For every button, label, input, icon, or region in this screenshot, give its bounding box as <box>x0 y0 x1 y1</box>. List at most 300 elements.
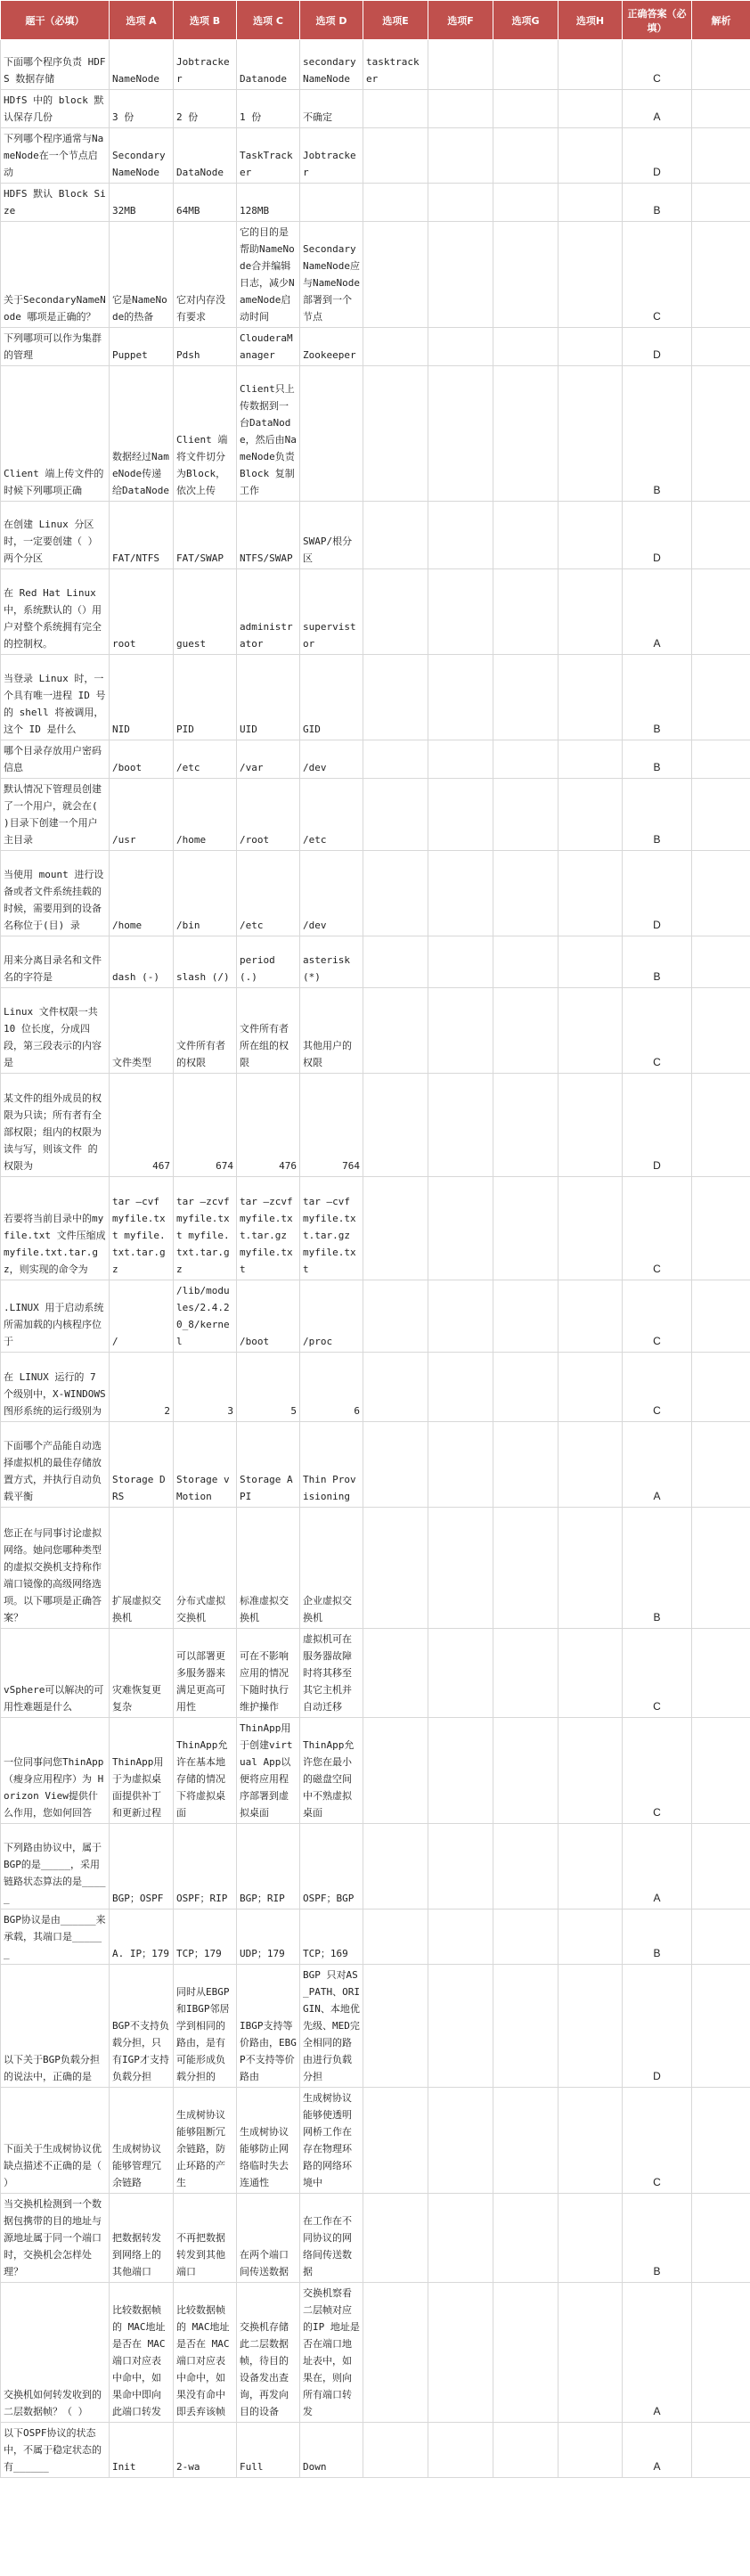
option-c-cell[interactable]: 可在不影响应用的情况下随时执行维护操作 <box>237 1629 300 1718</box>
option-b-cell[interactable]: /bin <box>174 851 237 936</box>
option-h-cell[interactable] <box>558 1280 623 1353</box>
option-e-cell[interactable] <box>363 851 428 936</box>
question-cell[interactable]: 下面哪个产品能自动选择虚拟机的最佳存储放置方式，并执行自动负载平衡 <box>1 1422 110 1508</box>
option-b-cell[interactable]: 可以部署更多服务器来满足更高可用性 <box>174 1629 237 1718</box>
option-f-cell[interactable] <box>428 1718 493 1824</box>
option-e-cell[interactable] <box>363 740 428 779</box>
option-f-cell[interactable] <box>428 40 493 90</box>
option-c-cell[interactable]: 476 <box>237 1074 300 1177</box>
option-c-cell[interactable]: 交换机存储此二层数据帧，待目的设备发出查询，再发向目的设备 <box>237 2283 300 2423</box>
question-cell[interactable]: 当交换机检测到一个数据包携带的目的地址与源地址属于同一个端口时，交换机会怎样处理？ <box>1 2194 110 2283</box>
option-f-cell[interactable] <box>428 2194 493 2283</box>
answer-cell[interactable]: A <box>623 90 692 128</box>
option-f-cell[interactable] <box>428 90 493 128</box>
option-d-cell[interactable]: SWAP/根分区 <box>300 502 363 569</box>
analysis-cell[interactable] <box>692 40 750 90</box>
option-f-cell[interactable] <box>428 1910 493 1965</box>
option-d-cell[interactable]: ThinApp允许您在最小的磁盘空间中不熟虚拟桌面 <box>300 1718 363 1824</box>
option-g-cell[interactable] <box>493 1508 558 1629</box>
option-d-cell[interactable]: 企业虚拟交换机 <box>300 1508 363 1629</box>
option-h-cell[interactable] <box>558 569 623 655</box>
option-a-cell[interactable]: 3 份 <box>110 90 174 128</box>
option-g-cell[interactable] <box>493 936 558 988</box>
option-h-cell[interactable] <box>558 655 623 740</box>
option-a-cell[interactable]: Init <box>110 2423 174 2478</box>
answer-cell[interactable]: B <box>623 740 692 779</box>
option-e-cell[interactable] <box>363 988 428 1074</box>
option-g-cell[interactable] <box>493 988 558 1074</box>
analysis-cell[interactable] <box>692 655 750 740</box>
option-d-cell[interactable]: 生成树协议能够使透明网桥工作在存在物理环路的网络环境中 <box>300 2088 363 2194</box>
option-h-cell[interactable] <box>558 1353 623 1422</box>
option-c-cell[interactable]: ThinApp用于创建virtual App以便将应用程序部署到虚拟桌面 <box>237 1718 300 1824</box>
option-c-cell[interactable]: /boot <box>237 1280 300 1353</box>
option-b-cell[interactable]: 文件所有者的权限 <box>174 988 237 1074</box>
question-cell[interactable]: 一位同事问您ThinApp（瘦身应用程序）为 Horizon View提供什么作用，您如何回答 <box>1 1718 110 1824</box>
analysis-cell[interactable] <box>692 2283 750 2423</box>
option-c-cell[interactable]: 生成树协议能够防止网络临时失去连通性 <box>237 2088 300 2194</box>
option-f-cell[interactable] <box>428 1629 493 1718</box>
header-option-a[interactable]: 选项 A <box>110 1 174 40</box>
option-b-cell[interactable]: /etc <box>174 740 237 779</box>
option-h-cell[interactable] <box>558 740 623 779</box>
answer-cell[interactable]: C <box>623 988 692 1074</box>
option-f-cell[interactable] <box>428 936 493 988</box>
option-c-cell[interactable]: /var <box>237 740 300 779</box>
option-e-cell[interactable] <box>363 1074 428 1177</box>
option-f-cell[interactable] <box>428 779 493 851</box>
option-e-cell[interactable] <box>363 2194 428 2283</box>
option-c-cell[interactable]: /root <box>237 779 300 851</box>
option-h-cell[interactable] <box>558 502 623 569</box>
option-g-cell[interactable] <box>493 2088 558 2194</box>
option-a-cell[interactable]: FAT/NTFS <box>110 502 174 569</box>
option-d-cell[interactable]: BGP 只对AS_PATH、ORIGIN、本地优先级、MED完全相同的路由进行负载分担 <box>300 1965 363 2088</box>
analysis-cell[interactable] <box>692 1629 750 1718</box>
option-f-cell[interactable] <box>428 1353 493 1422</box>
option-h-cell[interactable] <box>558 184 623 222</box>
option-d-cell[interactable]: 虚拟机可在服务器故障时将其移至其它主机并自动迁移 <box>300 1629 363 1718</box>
header-option-g[interactable]: 选项G <box>493 1 558 40</box>
analysis-cell[interactable] <box>692 1910 750 1965</box>
option-d-cell[interactable]: Zookeeper <box>300 328 363 366</box>
option-a-cell[interactable]: 32MB <box>110 184 174 222</box>
option-g-cell[interactable] <box>493 569 558 655</box>
option-f-cell[interactable] <box>428 502 493 569</box>
option-b-cell[interactable]: Storage vMotion <box>174 1422 237 1508</box>
option-h-cell[interactable] <box>558 366 623 502</box>
option-b-cell[interactable]: 它对内存没有要求 <box>174 222 237 328</box>
option-d-cell[interactable]: 764 <box>300 1074 363 1177</box>
option-a-cell[interactable]: SecondaryNameNode <box>110 128 174 184</box>
option-c-cell[interactable]: 标准虚拟交换机 <box>237 1508 300 1629</box>
option-d-cell[interactable]: secondaryNameNode <box>300 40 363 90</box>
option-e-cell[interactable] <box>363 366 428 502</box>
option-a-cell[interactable]: root <box>110 569 174 655</box>
answer-cell[interactable]: C <box>623 1280 692 1353</box>
question-cell[interactable]: 下列哪个程序通常与NameNode在一个节点启动 <box>1 128 110 184</box>
option-b-cell[interactable]: 64MB <box>174 184 237 222</box>
option-h-cell[interactable] <box>558 2194 623 2283</box>
option-d-cell[interactable]: /dev <box>300 851 363 936</box>
option-b-cell[interactable]: DataNode <box>174 128 237 184</box>
option-a-cell[interactable]: ThinApp用于为虚拟桌面提供补丁和更新过程 <box>110 1718 174 1824</box>
option-c-cell[interactable]: TaskTracker <box>237 128 300 184</box>
option-d-cell[interactable]: GID <box>300 655 363 740</box>
option-e-cell[interactable] <box>363 569 428 655</box>
option-a-cell[interactable]: 扩展虚拟交换机 <box>110 1508 174 1629</box>
question-cell[interactable]: 以下关于BGP负载分担的说法中，正确的是 <box>1 1965 110 2088</box>
answer-cell[interactable]: C <box>623 1718 692 1824</box>
option-e-cell[interactable] <box>363 128 428 184</box>
analysis-cell[interactable] <box>692 1965 750 2088</box>
option-g-cell[interactable] <box>493 40 558 90</box>
option-d-cell[interactable]: Jobtracker <box>300 128 363 184</box>
option-f-cell[interactable] <box>428 1508 493 1629</box>
option-d-cell[interactable]: /proc <box>300 1280 363 1353</box>
option-c-cell[interactable]: period (.) <box>237 936 300 988</box>
option-d-cell[interactable] <box>300 184 363 222</box>
header-option-d[interactable]: 选项 D <box>300 1 363 40</box>
option-f-cell[interactable] <box>428 222 493 328</box>
option-g-cell[interactable] <box>493 1280 558 1353</box>
analysis-cell[interactable] <box>692 740 750 779</box>
option-h-cell[interactable] <box>558 1508 623 1629</box>
option-d-cell[interactable]: 交换机察看二层帧对应的IP 地址是否在端口地址表中，如果在，则向所有端口转发 <box>300 2283 363 2423</box>
option-a-cell[interactable]: 生成树协议能够管理冗余链路 <box>110 2088 174 2194</box>
option-a-cell[interactable]: /home <box>110 851 174 936</box>
header-option-e[interactable]: 选项E <box>363 1 428 40</box>
option-d-cell[interactable]: 6 <box>300 1353 363 1422</box>
header-option-c[interactable]: 选项 C <box>237 1 300 40</box>
question-cell[interactable]: HDFS 默认 Block Size <box>1 184 110 222</box>
option-f-cell[interactable] <box>428 1824 493 1910</box>
option-c-cell[interactable]: Full <box>237 2423 300 2478</box>
answer-cell[interactable]: C <box>623 40 692 90</box>
option-c-cell[interactable]: UID <box>237 655 300 740</box>
analysis-cell[interactable] <box>692 1280 750 1353</box>
option-b-cell[interactable]: 比较数据帧的 MAC地址是否在 MAC 端口对应表中命中，如果没有命中即丢弃该帧 <box>174 2283 237 2423</box>
option-h-cell[interactable] <box>558 90 623 128</box>
answer-cell[interactable]: C <box>623 222 692 328</box>
question-cell[interactable]: 默认情况下管理员创建了一个用户，就会在( )目录下创建一个用户主目录 <box>1 779 110 851</box>
analysis-cell[interactable] <box>692 90 750 128</box>
option-d-cell[interactable]: asterisk (*) <box>300 936 363 988</box>
option-d-cell[interactable]: /dev <box>300 740 363 779</box>
option-h-cell[interactable] <box>558 1965 623 2088</box>
answer-cell[interactable]: D <box>623 1074 692 1177</box>
analysis-cell[interactable] <box>692 128 750 184</box>
option-b-cell[interactable]: 2 份 <box>174 90 237 128</box>
option-h-cell[interactable] <box>558 1422 623 1508</box>
analysis-cell[interactable] <box>692 936 750 988</box>
answer-cell[interactable]: D <box>623 851 692 936</box>
answer-cell[interactable]: D <box>623 1965 692 2088</box>
question-cell[interactable]: 若要将当前目录中的myfile.txt 文件压缩成myfile.txt.tar.gz，则实现的命令为 <box>1 1177 110 1280</box>
header-option-b[interactable]: 选项 B <box>174 1 237 40</box>
option-e-cell[interactable] <box>363 2423 428 2478</box>
answer-cell[interactable]: C <box>623 1177 692 1280</box>
option-a-cell[interactable]: NameNode <box>110 40 174 90</box>
option-h-cell[interactable] <box>558 1718 623 1824</box>
option-g-cell[interactable] <box>493 1824 558 1910</box>
option-d-cell[interactable]: 不确定 <box>300 90 363 128</box>
option-c-cell[interactable]: 它的目的是帮助NameNode合并编辑日志，减少NameNode启动时间 <box>237 222 300 328</box>
analysis-cell[interactable] <box>692 222 750 328</box>
option-d-cell[interactable] <box>300 366 363 502</box>
option-e-cell[interactable] <box>363 1629 428 1718</box>
answer-cell[interactable]: C <box>623 1353 692 1422</box>
answer-cell[interactable]: A <box>623 1824 692 1910</box>
analysis-cell[interactable] <box>692 2194 750 2283</box>
answer-cell[interactable]: A <box>623 2423 692 2478</box>
option-g-cell[interactable] <box>493 851 558 936</box>
option-h-cell[interactable] <box>558 1824 623 1910</box>
analysis-cell[interactable] <box>692 1508 750 1629</box>
option-b-cell[interactable]: 674 <box>174 1074 237 1177</box>
option-e-cell[interactable] <box>363 1422 428 1508</box>
option-c-cell[interactable]: 文件所有者所在组的权限 <box>237 988 300 1074</box>
option-f-cell[interactable] <box>428 1074 493 1177</box>
option-b-cell[interactable]: Pdsh <box>174 328 237 366</box>
option-g-cell[interactable] <box>493 1422 558 1508</box>
analysis-cell[interactable] <box>692 988 750 1074</box>
option-a-cell[interactable]: 467 <box>110 1074 174 1177</box>
option-b-cell[interactable]: guest <box>174 569 237 655</box>
analysis-cell[interactable] <box>692 328 750 366</box>
option-h-cell[interactable] <box>558 1629 623 1718</box>
option-g-cell[interactable] <box>493 90 558 128</box>
option-b-cell[interactable]: 同时从EBGP和IBGP邻居学到相同的路由，是有可能形成负载分担的 <box>174 1965 237 2088</box>
question-cell[interactable]: 交换机如何转发收到的二层数据帧？（ ） <box>1 2283 110 2423</box>
option-h-cell[interactable] <box>558 936 623 988</box>
header-answer[interactable]: 正确答案（必填） <box>623 1 692 40</box>
header-stem[interactable]: 题干（必填） <box>1 1 110 40</box>
option-h-cell[interactable] <box>558 779 623 851</box>
option-b-cell[interactable]: 分布式虚拟交换机 <box>174 1508 237 1629</box>
option-a-cell[interactable]: 数据经过NameNode传递给DataNode <box>110 366 174 502</box>
option-e-cell[interactable] <box>363 184 428 222</box>
question-cell[interactable]: BGP协议是由______来承载，其端口是______ <box>1 1910 110 1965</box>
option-c-cell[interactable]: IBGP支持等价路由，EBGP不支持等价路由 <box>237 1965 300 2088</box>
option-b-cell[interactable]: slash (/) <box>174 936 237 988</box>
answer-cell[interactable]: D <box>623 502 692 569</box>
option-e-cell[interactable] <box>363 1280 428 1353</box>
option-b-cell[interactable]: 2-wa <box>174 2423 237 2478</box>
option-d-cell[interactable]: supervistor <box>300 569 363 655</box>
question-cell[interactable]: Client 端上传文件的时候下列哪项正确 <box>1 366 110 502</box>
option-d-cell[interactable]: tar –cvf myfile.txt.tar.gz myfile.txt <box>300 1177 363 1280</box>
option-g-cell[interactable] <box>493 128 558 184</box>
option-e-cell[interactable] <box>363 936 428 988</box>
answer-cell[interactable]: B <box>623 2194 692 2283</box>
header-option-h[interactable]: 选项H <box>558 1 623 40</box>
option-b-cell[interactable]: PID <box>174 655 237 740</box>
option-h-cell[interactable] <box>558 1177 623 1280</box>
answer-cell[interactable]: C <box>623 1629 692 1718</box>
option-f-cell[interactable] <box>428 328 493 366</box>
answer-cell[interactable]: D <box>623 328 692 366</box>
header-analysis[interactable]: 解析 <box>692 1 750 40</box>
question-cell[interactable]: 以下OSPF协议的状态中，不属于稳定状态的有______ <box>1 2423 110 2478</box>
option-c-cell[interactable]: /etc <box>237 851 300 936</box>
option-c-cell[interactable]: tar –zcvf myfile.txt.tar.gz myfile.txt <box>237 1177 300 1280</box>
option-f-cell[interactable] <box>428 184 493 222</box>
analysis-cell[interactable] <box>692 1074 750 1177</box>
option-e-cell[interactable] <box>363 779 428 851</box>
option-e-cell[interactable] <box>363 328 428 366</box>
option-e-cell[interactable]: tasktracker <box>363 40 428 90</box>
answer-cell[interactable]: B <box>623 1508 692 1629</box>
option-c-cell[interactable]: 1 份 <box>237 90 300 128</box>
option-a-cell[interactable]: BGP；OSPF <box>110 1824 174 1910</box>
option-a-cell[interactable]: 比较数据帧的 MAC地址是否在 MAC 端口对应表中命中，如果命中即向此端口转发 <box>110 2283 174 2423</box>
option-e-cell[interactable] <box>363 1965 428 2088</box>
header-option-f[interactable]: 选项F <box>428 1 493 40</box>
option-f-cell[interactable] <box>428 128 493 184</box>
question-cell[interactable]: 在 LINUX 运行的 7 个级别中，X-WINDOWS 图形系统的运行级别为 <box>1 1353 110 1422</box>
option-e-cell[interactable] <box>363 2088 428 2194</box>
option-h-cell[interactable] <box>558 40 623 90</box>
answer-cell[interactable]: A <box>623 1422 692 1508</box>
option-b-cell[interactable]: 3 <box>174 1353 237 1422</box>
question-cell[interactable]: 当登录 Linux 时，一个具有唯一进程 ID 号的 shell 将被调用，这个 ID 是什么 <box>1 655 110 740</box>
question-cell[interactable]: 哪个目录存放用户密码信息 <box>1 740 110 779</box>
answer-cell[interactable]: B <box>623 1910 692 1965</box>
option-c-cell[interactable]: 5 <box>237 1353 300 1422</box>
option-d-cell[interactable]: TCP；169 <box>300 1910 363 1965</box>
option-g-cell[interactable] <box>493 366 558 502</box>
analysis-cell[interactable] <box>692 2423 750 2478</box>
option-g-cell[interactable] <box>493 1718 558 1824</box>
option-a-cell[interactable]: A. IP；179 <box>110 1910 174 1965</box>
option-e-cell[interactable] <box>363 1824 428 1910</box>
option-d-cell[interactable]: /etc <box>300 779 363 851</box>
option-g-cell[interactable] <box>493 1965 558 2088</box>
option-g-cell[interactable] <box>493 184 558 222</box>
option-a-cell[interactable]: 它是NameNode的热备 <box>110 222 174 328</box>
option-f-cell[interactable] <box>428 569 493 655</box>
option-f-cell[interactable] <box>428 1280 493 1353</box>
question-cell[interactable]: 关于SecondaryNameNode 哪项是正确的？ <box>1 222 110 328</box>
question-cell[interactable]: 您正在与同事讨论虚拟网络。她问您哪种类型的虚拟交换机支持称作端口镜像的高级网络选项。以下哪项是正确答案？ <box>1 1508 110 1629</box>
option-a-cell[interactable]: Storage DRS <box>110 1422 174 1508</box>
option-g-cell[interactable] <box>493 2194 558 2283</box>
option-d-cell[interactable]: Thin Provisioning <box>300 1422 363 1508</box>
option-h-cell[interactable] <box>558 1074 623 1177</box>
option-f-cell[interactable] <box>428 2423 493 2478</box>
option-h-cell[interactable] <box>558 2423 623 2478</box>
option-b-cell[interactable]: FAT/SWAP <box>174 502 237 569</box>
option-f-cell[interactable] <box>428 851 493 936</box>
option-e-cell[interactable] <box>363 1508 428 1629</box>
option-f-cell[interactable] <box>428 1965 493 2088</box>
analysis-cell[interactable] <box>692 851 750 936</box>
option-b-cell[interactable]: OSPF；RIP <box>174 1824 237 1910</box>
option-g-cell[interactable] <box>493 779 558 851</box>
option-c-cell[interactable]: 在两个端口间传送数据 <box>237 2194 300 2283</box>
option-b-cell[interactable]: TCP；179 <box>174 1910 237 1965</box>
option-e-cell[interactable] <box>363 222 428 328</box>
analysis-cell[interactable] <box>692 1422 750 1508</box>
option-c-cell[interactable]: 128MB <box>237 184 300 222</box>
answer-cell[interactable]: B <box>623 655 692 740</box>
option-a-cell[interactable]: 文件类型 <box>110 988 174 1074</box>
option-f-cell[interactable] <box>428 366 493 502</box>
option-a-cell[interactable]: BGP不支持负载分担，只有IGP才支持负载分担 <box>110 1965 174 2088</box>
option-f-cell[interactable] <box>428 2088 493 2194</box>
option-c-cell[interactable]: ClouderaManager <box>237 328 300 366</box>
option-b-cell[interactable]: /lib/modules/2.4.20_8/kernel <box>174 1280 237 1353</box>
option-g-cell[interactable] <box>493 1177 558 1280</box>
answer-cell[interactable]: B <box>623 779 692 851</box>
option-f-cell[interactable] <box>428 988 493 1074</box>
question-cell[interactable]: Linux 文件权限一共 10 位长度，分成四段，第三段表示的内容是 <box>1 988 110 1074</box>
answer-cell[interactable]: B <box>623 366 692 502</box>
analysis-cell[interactable] <box>692 366 750 502</box>
option-d-cell[interactable]: SecondaryNameNode应与NameNode部署到一个节点 <box>300 222 363 328</box>
option-e-cell[interactable] <box>363 502 428 569</box>
analysis-cell[interactable] <box>692 569 750 655</box>
option-g-cell[interactable] <box>493 502 558 569</box>
option-d-cell[interactable]: 其他用户的权限 <box>300 988 363 1074</box>
option-d-cell[interactable]: OSPF；BGP <box>300 1824 363 1910</box>
option-e-cell[interactable] <box>363 1177 428 1280</box>
answer-cell[interactable]: B <box>623 936 692 988</box>
option-f-cell[interactable] <box>428 2283 493 2423</box>
option-g-cell[interactable] <box>493 2283 558 2423</box>
option-g-cell[interactable] <box>493 1074 558 1177</box>
option-b-cell[interactable]: Client 端将文件切分为Block，依次上传 <box>174 366 237 502</box>
option-f-cell[interactable] <box>428 740 493 779</box>
question-cell[interactable]: .LINUX 用于启动系统所需加载的内核程序位于 <box>1 1280 110 1353</box>
option-g-cell[interactable] <box>493 222 558 328</box>
option-f-cell[interactable] <box>428 1422 493 1508</box>
option-h-cell[interactable] <box>558 988 623 1074</box>
option-h-cell[interactable] <box>558 328 623 366</box>
question-cell[interactable]: 当使用 mount 进行设备或者文件系统挂载的时候，需要用到的设备名称位于(目) 录 <box>1 851 110 936</box>
option-a-cell[interactable]: Puppet <box>110 328 174 366</box>
question-cell[interactable]: vSphere可以解决的可用性难题是什么 <box>1 1629 110 1718</box>
answer-cell[interactable]: A <box>623 2283 692 2423</box>
option-g-cell[interactable] <box>493 1353 558 1422</box>
option-c-cell[interactable]: Datanode <box>237 40 300 90</box>
option-g-cell[interactable] <box>493 1910 558 1965</box>
option-b-cell[interactable]: Jobtracker <box>174 40 237 90</box>
option-a-cell[interactable]: tar –cvf myfile.txt myfile.txt.tar.gz <box>110 1177 174 1280</box>
analysis-cell[interactable] <box>692 184 750 222</box>
option-b-cell[interactable]: /home <box>174 779 237 851</box>
analysis-cell[interactable] <box>692 1824 750 1910</box>
option-e-cell[interactable] <box>363 1353 428 1422</box>
option-e-cell[interactable] <box>363 2283 428 2423</box>
option-c-cell[interactable]: UDP；179 <box>237 1910 300 1965</box>
option-g-cell[interactable] <box>493 328 558 366</box>
answer-cell[interactable]: B <box>623 184 692 222</box>
question-cell[interactable]: 下列路由协议中，属于BGP的是_____，采用链路状态算法的是_____ <box>1 1824 110 1910</box>
analysis-cell[interactable] <box>692 1718 750 1824</box>
option-h-cell[interactable] <box>558 2283 623 2423</box>
question-cell[interactable]: 某文件的组外成员的权限为只读；所有者有全部权限；组内的权限为读与写，则该文件 的权限为 <box>1 1074 110 1177</box>
option-a-cell[interactable]: / <box>110 1280 174 1353</box>
option-g-cell[interactable] <box>493 2423 558 2478</box>
option-a-cell[interactable]: /boot <box>110 740 174 779</box>
question-cell[interactable]: 用来分离目录名和文件名的字符是 <box>1 936 110 988</box>
option-e-cell[interactable] <box>363 1718 428 1824</box>
option-a-cell[interactable]: NID <box>110 655 174 740</box>
option-h-cell[interactable] <box>558 1910 623 1965</box>
question-cell[interactable]: HDfS 中的 block 默认保存几份 <box>1 90 110 128</box>
